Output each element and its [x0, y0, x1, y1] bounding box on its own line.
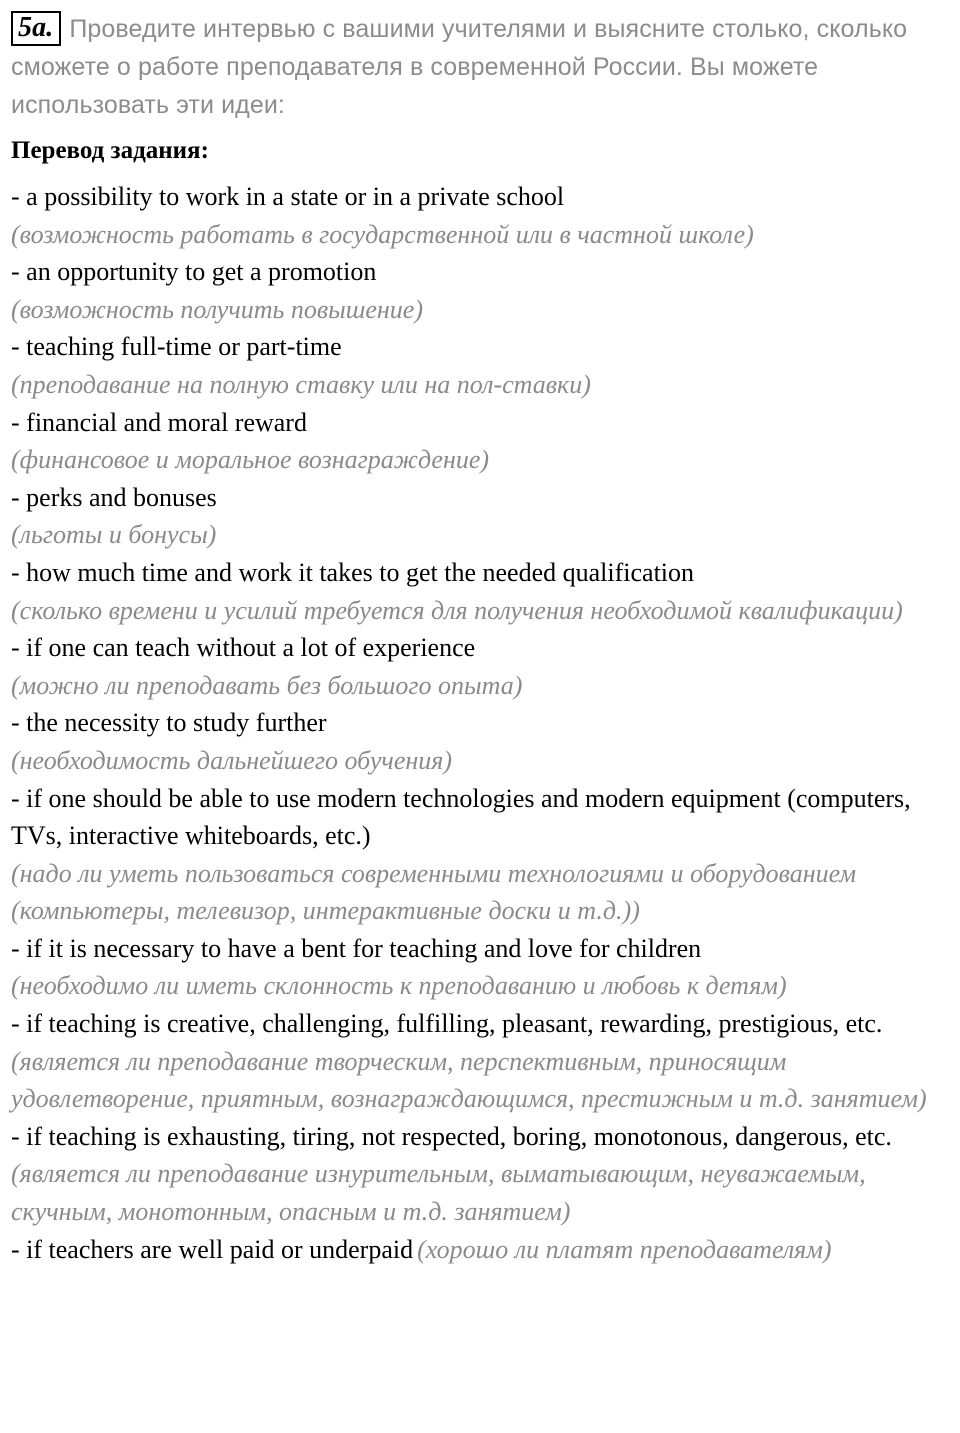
- translation-heading: Перевод задания:: [11, 137, 209, 164]
- item-russian: (является ли преподавание творческим, перспективным, приносящим удовлетворение, приятным, вознаграждающимся, престижным и т.д. занятием): [11, 1046, 927, 1114]
- list-item: [11, 930, 951, 1005]
- item-russian: (необходимо ли иметь склонность к преподаванию и любовь к детям): [11, 971, 787, 1001]
- item-russian: (надо ли уметь пользоваться современными технологиями и оборудованием (компьютеры, телевизор, интерактивные доски и т.д.)): [11, 858, 857, 926]
- item-english: - an opportunity to get a promotion: [11, 257, 377, 287]
- item-english: - the necessity to study further: [11, 708, 327, 738]
- list-item: [11, 1118, 951, 1231]
- item-russian: (льготы и бонусы): [11, 520, 217, 550]
- item-russian: (сколько времени и усилий требуется для получения необходимой квалификации): [11, 595, 903, 625]
- task-instruction: [11, 10, 951, 124]
- item-english: - teaching full-time or part-time: [11, 332, 342, 362]
- list-item: [11, 1005, 951, 1118]
- list-item: [11, 780, 951, 930]
- list-item: [11, 629, 951, 704]
- item-english: - if one should be able to use modern technologies and modern equipment (computers, TVs, interactive whiteboards, etc.): [11, 783, 911, 851]
- item-english: - if it is necessary to have a bent for teaching and love for children: [11, 933, 702, 963]
- item-russian: (можно ли преподавать без большого опыта): [11, 670, 523, 700]
- item-russian: (является ли преподавание изнурительным, выматывающим, неуважаемым, скучным, монотонным, опасным и т.д. занятием): [11, 1159, 866, 1227]
- item-russian: (необходимость дальнейшего обучения): [11, 745, 452, 775]
- item-russian: (финансовое и моральное вознаграждение): [11, 445, 490, 475]
- document-page: [11, 10, 951, 1268]
- list-item: [11, 1231, 951, 1269]
- item-russian: (хорошо ли платят преподавателям): [417, 1234, 832, 1264]
- list-item: [11, 704, 951, 779]
- task-number-badge: 5a.: [11, 11, 61, 46]
- item-english: - a possibility to work in a state or in a private school: [11, 182, 565, 211]
- item-english: - financial and moral reward: [11, 407, 307, 437]
- list-item: [11, 328, 951, 403]
- item-english: - perks and bonuses: [11, 482, 217, 512]
- item-russian: (возможность получить повышение): [11, 294, 423, 324]
- list-item: [11, 404, 951, 479]
- list-item: [11, 554, 951, 629]
- item-english: - if one can teach without a lot of experience: [11, 633, 476, 663]
- ideas-list: [11, 178, 951, 1268]
- item-russian: (возможность работать в государственной или в частной школе): [11, 219, 754, 249]
- item-english: - if teachers are well paid or underpaid: [11, 1234, 414, 1264]
- list-item: [11, 479, 951, 554]
- item-russian: (преподавание на полную ставку или на пол-ставки): [11, 369, 591, 399]
- list-item: [11, 253, 951, 328]
- item-english: - how much time and work it takes to get the needed qualification: [11, 557, 695, 587]
- list-item: [11, 178, 951, 253]
- item-english: - if teaching is exhausting, tiring, not respected, boring, monotonous, dangerous, etc.: [11, 1121, 892, 1151]
- task-text: Проведите интервью с вашими учителями и выясните столько, сколько сможете о работе преподавателя в современной России. Вы можете использовать эти идеи:: [11, 15, 908, 119]
- item-english: - if teaching is creative, challenging, fulfilling, pleasant, rewarding, prestigious, etc.: [11, 1009, 883, 1039]
